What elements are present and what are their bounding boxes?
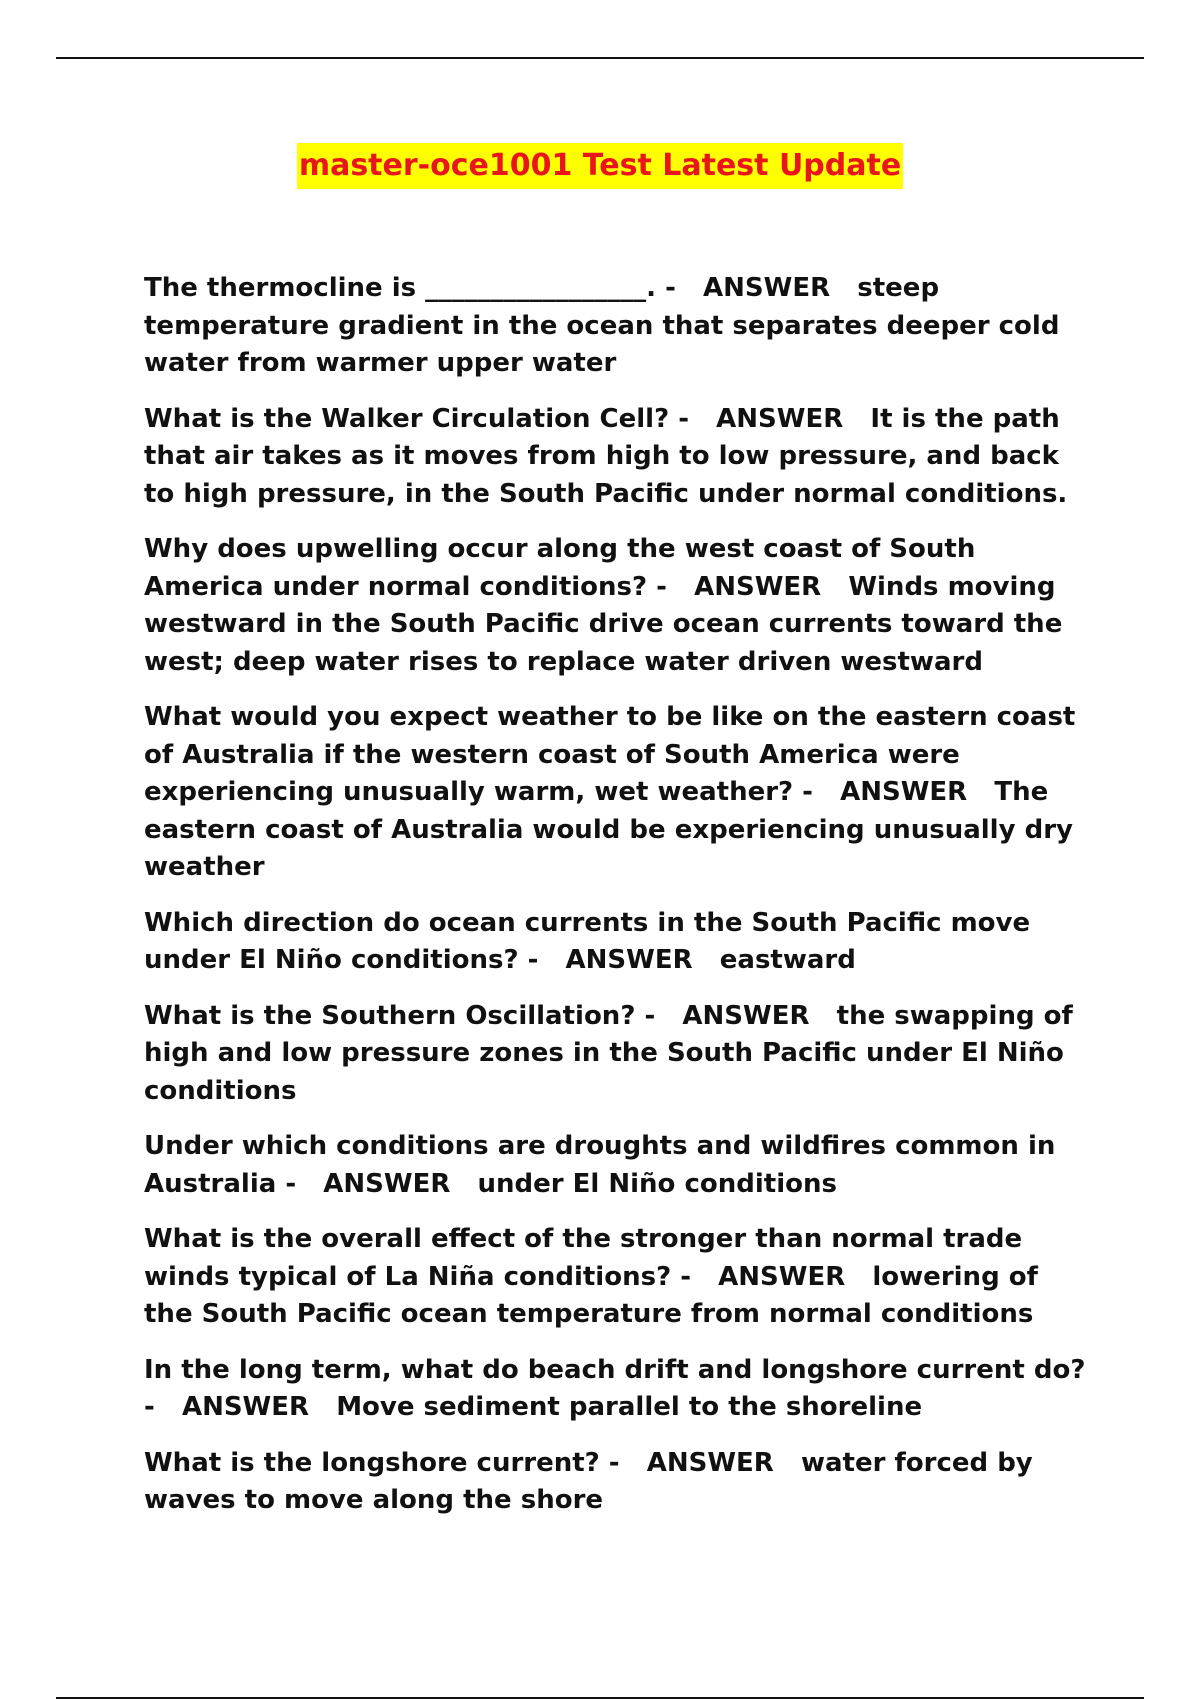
answer-marker: ANSWER [181, 1392, 310, 1422]
qa-item [144, 699, 1094, 887]
answer-marker: ANSWER [565, 945, 693, 975]
answer-marker: ANSWER [703, 273, 831, 303]
qa-item [144, 905, 1094, 980]
qa-item [144, 401, 1094, 514]
question-text: Why does upwelling occur along the west coast of South America under normal conditions? - [144, 534, 976, 602]
answer-text: eastward [719, 945, 856, 975]
answer-text: It is the path that air takes as it moves from high to low pressure, and back to high pressure, in the South Pacific under normal conditions. [144, 403, 1068, 509]
answer-marker: ANSWER [716, 403, 844, 434]
question-text: Under which conditions are droughts and wildfires common in Australia - [144, 1131, 1056, 1199]
answer-text: Move sediment parallel to the shoreline [336, 1392, 923, 1422]
answer-marker: ANSWER [323, 1168, 451, 1199]
answer-marker: ANSWER [718, 1261, 846, 1292]
answer-text: water forced by waves to move along the shore [144, 1447, 1033, 1515]
document-title: master-oce1001 Test Latest Update [297, 143, 903, 189]
question-text: What would you expect weather to be like on the eastern coast of Australia if the western coast of South America were experiencing unusually warm, wet weather? - [144, 702, 1076, 807]
answer-text: Winds moving westward in the South Pacific drive ocean currents toward the west; deep water rises to replace water driven westward [144, 571, 1063, 677]
answer-marker: ANSWER [682, 1000, 810, 1031]
question-text: What is the longshore current? - [144, 1447, 620, 1478]
answer-marker: ANSWER [646, 1447, 774, 1478]
top-rule [56, 57, 1144, 59]
title-wrap [0, 143, 1200, 189]
qa-item [144, 270, 1094, 383]
question-text: What is the Southern Oscillation? - [144, 1000, 656, 1031]
answer-text: The eastern coast of Australia would be experiencing unusually dry weather [144, 777, 1073, 882]
qa-item [144, 531, 1094, 681]
answer-marker: ANSWER [840, 777, 968, 807]
bottom-rule [56, 1697, 1144, 1699]
answer-marker: ANSWER [694, 571, 822, 602]
question-text: What is the Walker Circulation Cell? - [144, 403, 690, 434]
question-text: The thermocline is _________________. - [144, 273, 676, 303]
answer-text: the swapping of high and low pressure zones in the South Pacific under El Niño conditions [144, 1000, 1073, 1106]
qa-list [144, 270, 1094, 1538]
question-text: In the long term, what do beach drift and longshore current do? - [144, 1354, 1086, 1422]
answer-text: lowering of the South Pacific ocean temperature from normal conditions [144, 1261, 1038, 1329]
answer-text: steep temperature gradient in the ocean that separates deeper cold water from warmer upper water [144, 273, 1060, 378]
answer-text: under El Niño conditions [477, 1168, 837, 1199]
qa-item [144, 1221, 1094, 1334]
question-text: Which direction do ocean currents in the South Pacific move under El Niño conditions? - [144, 907, 1031, 975]
qa-item [144, 998, 1094, 1111]
qa-item [144, 1445, 1094, 1520]
qa-item [144, 1128, 1094, 1203]
qa-item [144, 1352, 1094, 1427]
question-text: What is the overall effect of the stronger than normal trade winds typical of La Niña conditions? - [144, 1224, 1023, 1292]
